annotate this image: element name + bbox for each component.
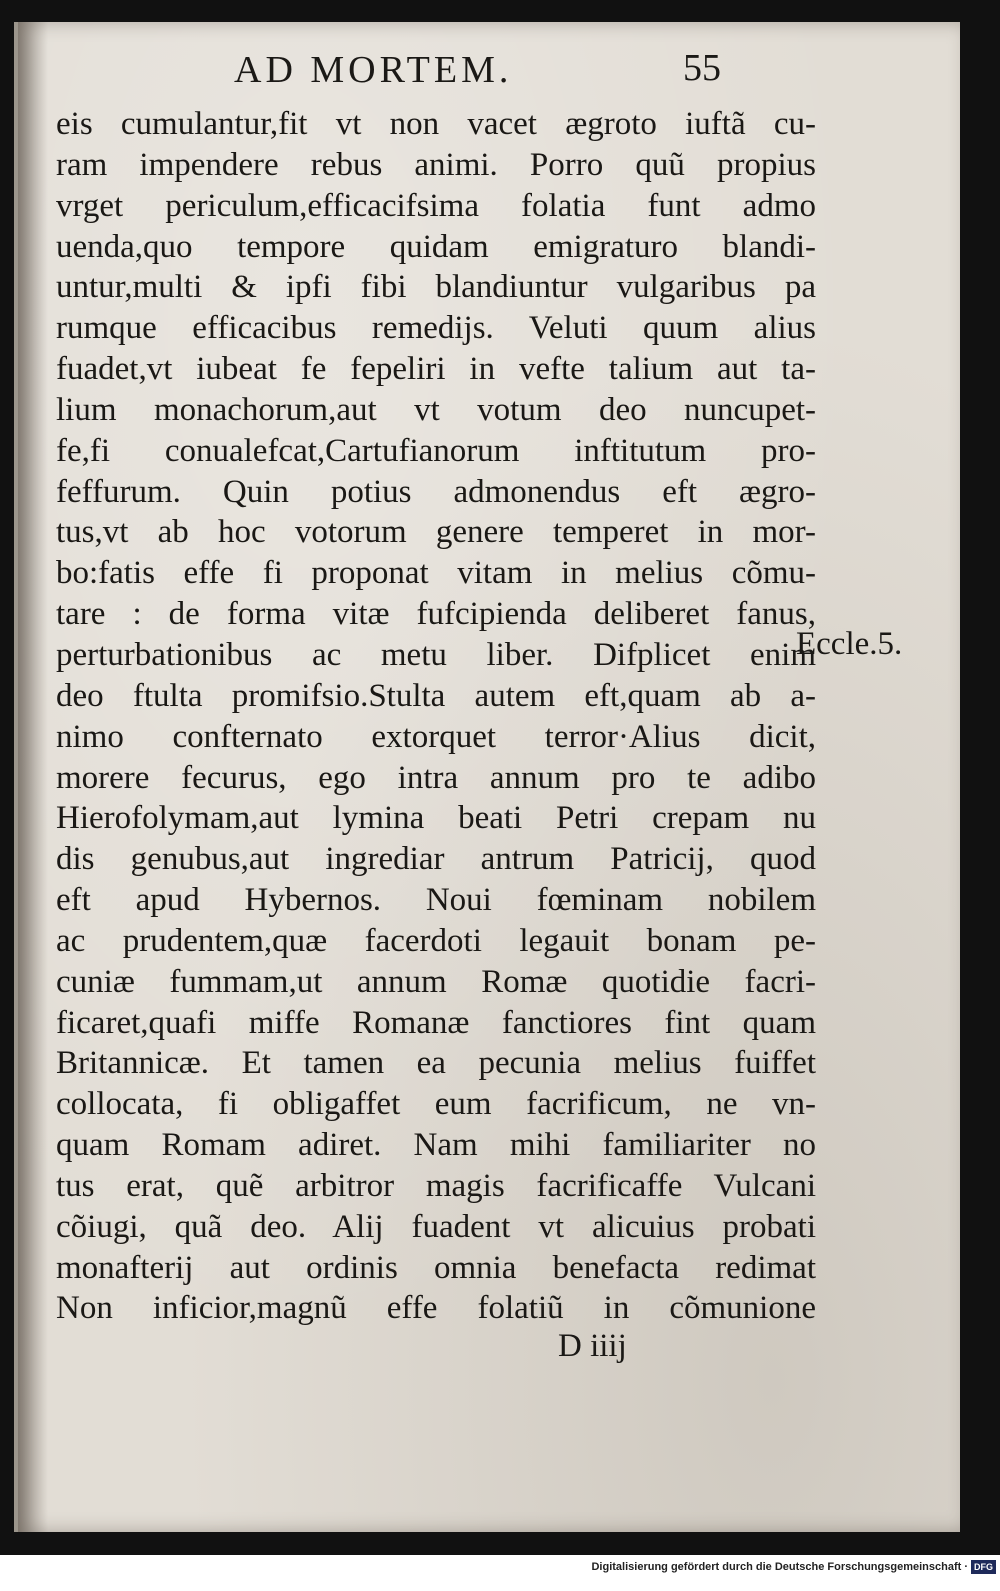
- footer-credit: Digitalisierung gefördert durch die Deutsche Forschungsgemeinschaft ·: [591, 1561, 968, 1573]
- text-line: collocata, fi obligaffet eum facrificum, ne vn-: [56, 1086, 816, 1123]
- book-page: [14, 22, 960, 1532]
- text-line: vrget periculum,efficacifsima folatia funt admo: [56, 187, 816, 224]
- text-line: uenda,quo tempore quidam emigraturo blandi-: [56, 228, 816, 265]
- text-line: ram impendere rebus animi. Porro quũ propius: [56, 146, 816, 183]
- text-line: monafterij aut ordinis omnia benefacta redimat: [56, 1249, 816, 1286]
- text-line: quam Romam adiret. Nam mihi familiariter no: [56, 1127, 816, 1164]
- text-line: dis genubus,aut ingrediar antrum Patricij, quod: [56, 841, 816, 878]
- text-line: deo ftulta promifsio.Stulta autem eft,quam ab a-: [56, 677, 816, 714]
- text-line: perturbationibus ac metu liber. Difplicet enim: [56, 636, 816, 673]
- text-line: Britannicæ. Et tamen ea pecunia melius fuiffet: [56, 1045, 816, 1082]
- text-line: fuadet,vt iubeat fe fepeliri in vefte talium aut ta-: [56, 351, 816, 388]
- text-line: Hierofolymam,aut lymina beati Petri crepam nu: [56, 800, 816, 837]
- dfg-logo-icon: DFG: [971, 1560, 996, 1574]
- text-line: nimo confternato extorquet terror·Alius dicit,: [56, 718, 816, 755]
- running-head: AD MORTEM.: [234, 49, 513, 91]
- text-line: fe,fi conualefcat,Cartufianorum inftitutum pro-: [56, 432, 816, 469]
- gutter-shadow: [18, 22, 48, 1532]
- text-line: rumque efficacibus remedijs. Veluti quum alius: [56, 310, 816, 347]
- page-number: 55: [683, 47, 721, 89]
- text-line: ac prudentem,quæ facerdoti legauit bonam pe-: [56, 922, 816, 959]
- text-line: untur,multi & ipfi fibi blandiuntur vulgaribus pa: [56, 269, 816, 306]
- text-line: tus,vt ab hoc votorum genere temperet in mor-: [56, 514, 816, 551]
- signature-mark: D iiij: [558, 1328, 627, 1364]
- text-line: eft apud Hybernos. Noui fœminam nobilem: [56, 882, 816, 919]
- text-block: [56, 104, 816, 1329]
- text-line: tus erat, quẽ arbitror magis facrificaffe Vulcani: [56, 1167, 816, 1204]
- text-line: Non inficior,magnũ effe folatiũ in cõmunione: [56, 1290, 816, 1327]
- marginal-note: Eccle.5.: [796, 626, 903, 662]
- text-line: eis cumulantur,fit vt non vacet ægroto iuftã cu-: [56, 106, 816, 142]
- text-line: morere fecurus, ego intra annum pro te adibo: [56, 759, 816, 796]
- text-line: feffurum. Quin potius admonendus eft ægro-: [56, 473, 816, 510]
- text-line: tare : de forma vitæ fufcipienda deliberet fanus,: [56, 596, 816, 633]
- text-line: lium monachorum,aut vt votum deo nuncupet-: [56, 391, 816, 428]
- text-line: ficaret,quafi miffe Romanæ fanctiores fint quam: [56, 1004, 816, 1041]
- text-line: cuniæ fummam,ut annum Romæ quotidie facri-: [56, 963, 816, 1000]
- text-line: bo:fatis effe fi proponat vitam in melius cõmu-: [56, 555, 816, 592]
- text-line: cõiugi, quã deo. Alij fuadent vt alicuius probati: [56, 1208, 816, 1245]
